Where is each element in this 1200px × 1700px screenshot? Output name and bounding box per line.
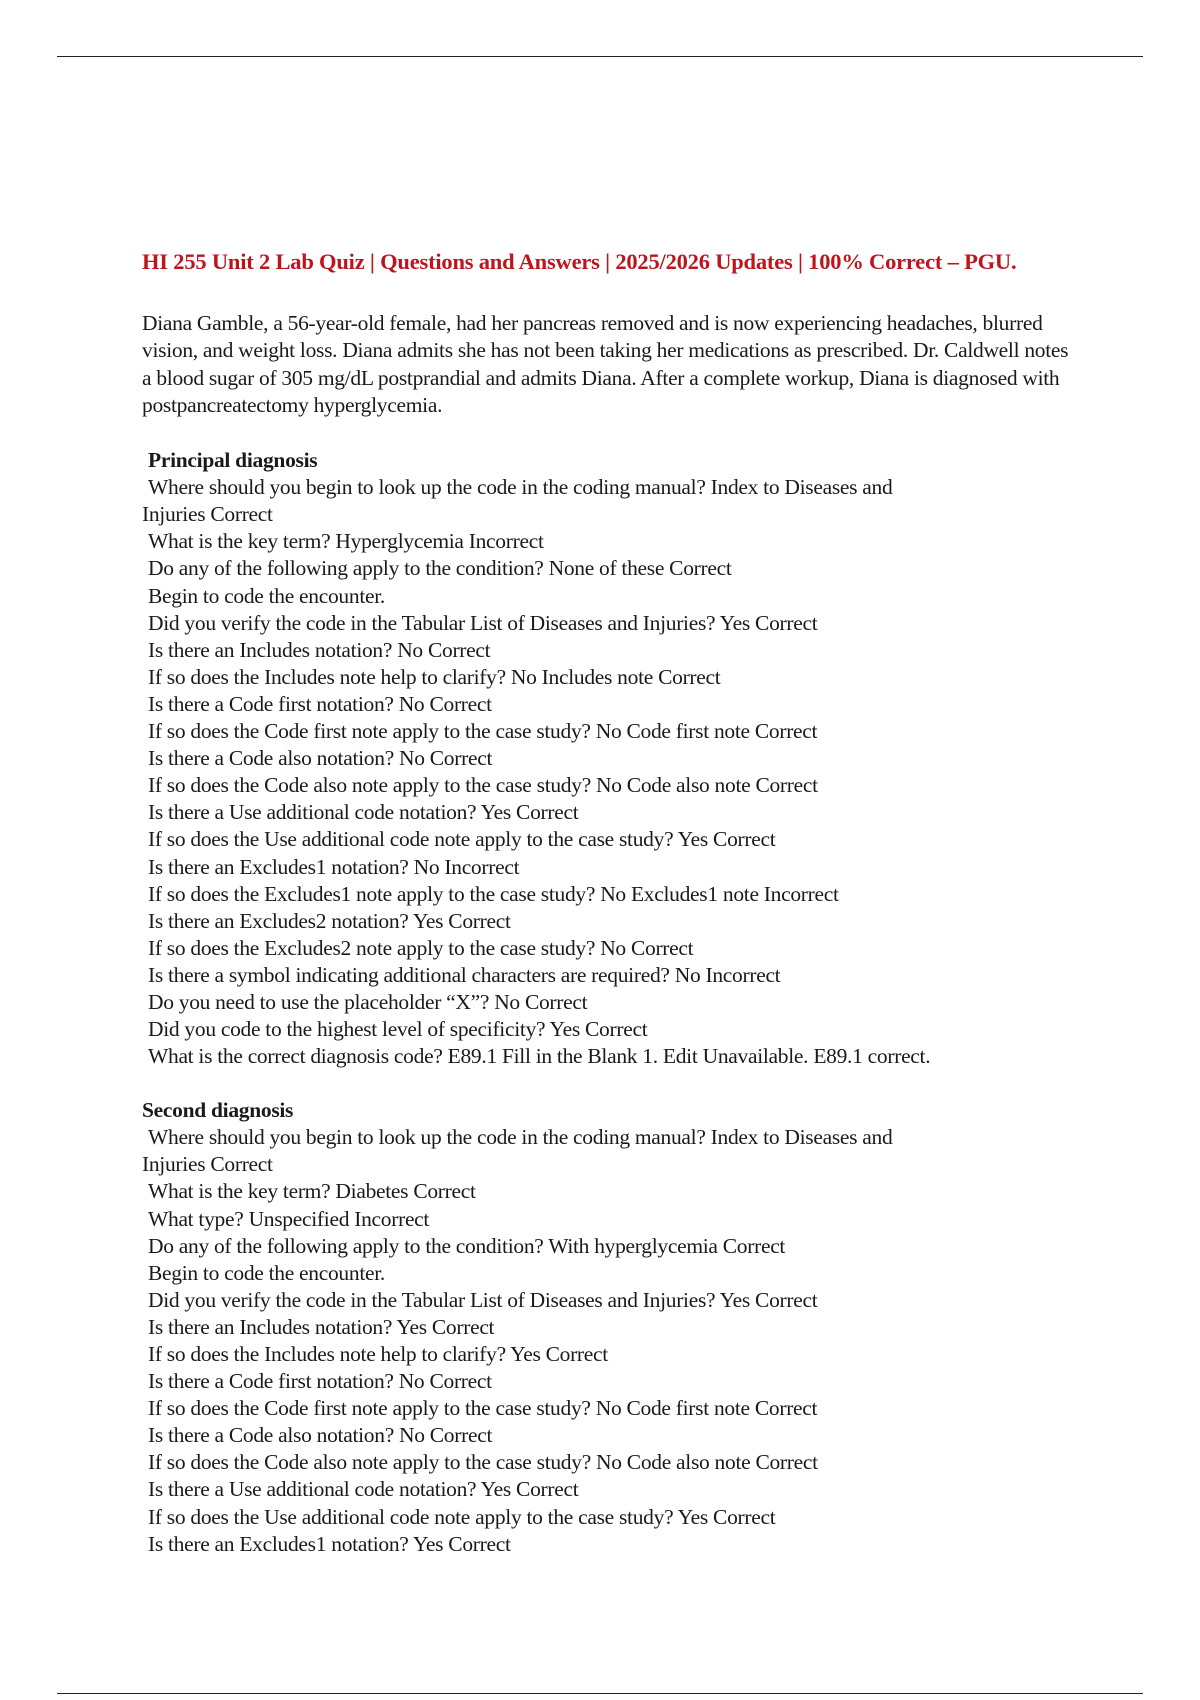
qa-line: What is the key term? Hyperglycemia Incorrect — [148, 529, 544, 554]
second-qa-list — [142, 1124, 1082, 1558]
qa-line: Is there a Use additional code notation? Yes Correct — [148, 800, 579, 825]
principal-diagnosis-heading: Principal diagnosis — [148, 448, 318, 473]
qa-line: Did you verify the code in the Tabular List of Diseases and Injuries? Yes Correct — [148, 610, 818, 635]
qa-line-continuation: Injuries Correct — [142, 502, 273, 527]
qa-line: Begin to code the encounter. — [148, 1260, 385, 1285]
qa-line: Is there a Use additional code notation? Yes Correct — [148, 1477, 579, 1502]
qa-line: Is there a Code first notation? No Correct — [148, 1369, 492, 1394]
qa-line: What is the key term? Diabetes Correct — [148, 1179, 476, 1204]
qa-line: If so does the Code also note apply to the case study? No Code also note Correct — [148, 773, 818, 798]
qa-line: Is there a symbol indicating additional characters are required? No Incorrect — [148, 962, 781, 987]
qa-line-continuation: Injuries Correct — [142, 1152, 273, 1177]
second-diagnosis-heading: Second diagnosis — [142, 1098, 294, 1123]
document-title: HI 255 Unit 2 Lab Quiz | Questions and Answers | 2025/2026 Updates | 100% Correct – PGU. — [142, 249, 1017, 274]
qa-line: Is there an Excludes1 notation? No Incorrect — [148, 854, 520, 879]
qa-line: Is there an Excludes2 notation? Yes Correct — [148, 908, 511, 933]
principal-diagnosis-section — [142, 447, 1082, 1070]
qa-line: What type? Unspecified Incorrect — [148, 1206, 430, 1231]
second-diagnosis-section — [142, 1097, 1082, 1558]
document-body — [142, 248, 1082, 1558]
qa-line: Is there a Code also notation? No Correct — [148, 1423, 493, 1448]
qa-line: Is there an Includes notation? No Correct — [148, 637, 491, 662]
qa-line: Do any of the following apply to the condition? None of these Correct — [148, 556, 732, 581]
qa-line: If so does the Includes note help to clarify? No Includes note Correct — [148, 664, 721, 689]
qa-line: What is the correct diagnosis code? E89.1 Fill in the Blank 1. Edit Unavailable. E89.1 correct. — [148, 1044, 931, 1069]
qa-line: Begin to code the encounter. — [148, 583, 385, 608]
qa-line: If so does the Code first note apply to the case study? No Code first note Correct — [148, 1396, 818, 1421]
qa-line: Do any of the following apply to the condition? With hyperglycemia Correct — [148, 1233, 786, 1258]
qa-line: If so does the Code first note apply to the case study? No Code first note Correct — [148, 719, 818, 744]
qa-line: If so does the Use additional code note apply to the case study? Yes Correct — [148, 1504, 776, 1529]
qa-line: If so does the Use additional code note apply to the case study? Yes Correct — [148, 827, 776, 852]
qa-line: Is there an Includes notation? Yes Correct — [148, 1314, 495, 1339]
bottom-rule — [57, 1693, 1143, 1694]
qa-line: Did you code to the highest level of specificity? Yes Correct — [148, 1017, 648, 1042]
case-intro: Diana Gamble, a 56-year-old female, had her pancreas removed and is now experiencing headaches, blurred vision, and weight loss. Diana admits she has not been taking her medications as prescribed. Dr. Caldwell notes a blood sugar of 305 mg/dL postprandial and admits Diana. After a complete workup, Diana is diagnosed with postpancreatectomy hyperglycemia. — [142, 311, 1069, 417]
qa-line: Did you verify the code in the Tabular List of Diseases and Injuries? Yes Correct — [148, 1287, 818, 1312]
qa-line: If so does the Includes note help to clarify? Yes Correct — [148, 1342, 608, 1366]
qa-line: Is there a Code also notation? No Correct — [148, 746, 493, 771]
top-rule — [57, 56, 1143, 57]
qa-line: Do you need to use the placeholder “X”? No Correct — [148, 989, 588, 1014]
principal-qa-list — [142, 474, 1082, 1070]
qa-line: Where should you begin to look up the code in the coding manual? Index to Diseases and — [148, 1125, 893, 1150]
qa-line: Is there an Excludes1 notation? Yes Correct — [148, 1531, 511, 1556]
qa-line: If so does the Code also note apply to the case study? No Code also note Correct — [148, 1450, 818, 1475]
qa-line: If so does the Excludes2 note apply to the case study? No Correct — [148, 935, 694, 960]
qa-line: Is there a Code first notation? No Correct — [148, 691, 492, 716]
qa-line: Where should you begin to look up the code in the coding manual? Index to Diseases and — [148, 475, 893, 500]
qa-line: If so does the Excludes1 note apply to the case study? No Excludes1 note Incorrect — [148, 881, 839, 906]
